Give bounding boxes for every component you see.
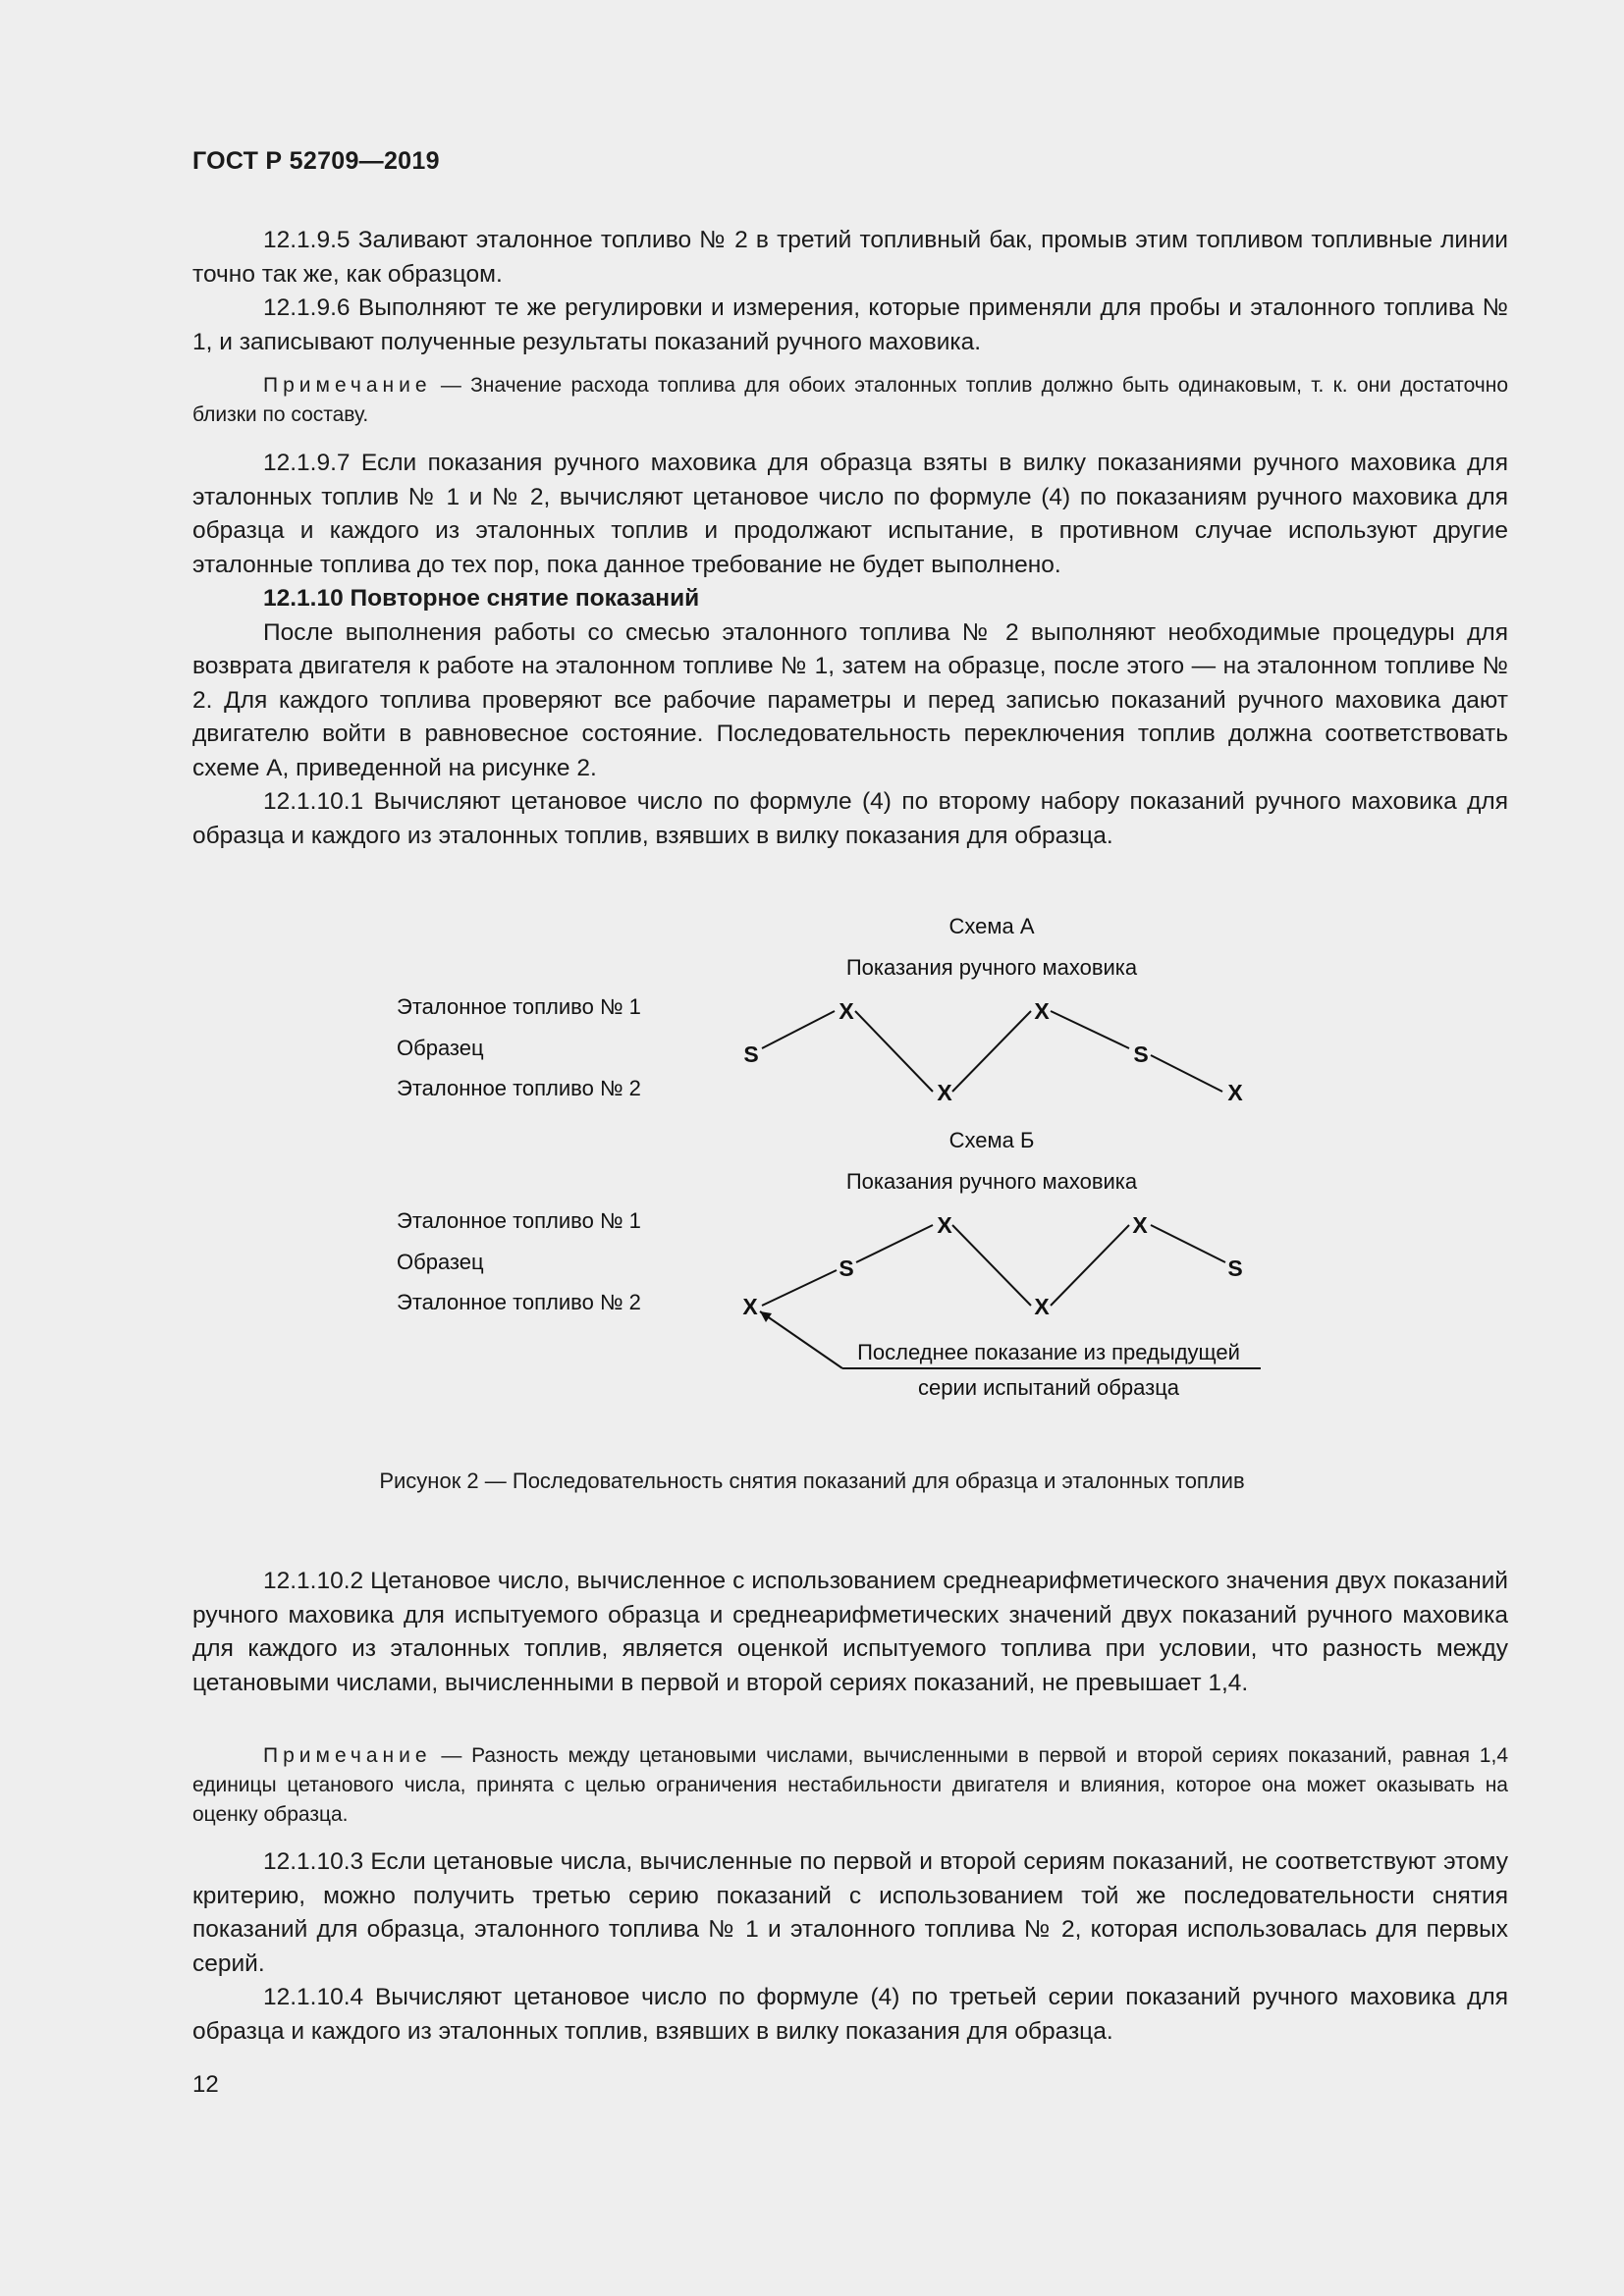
scheme-b-mark-s2: S xyxy=(1227,1255,1243,1281)
scheme-b-title: Схема Б xyxy=(948,1128,1035,1152)
scheme-a-mark-s2: S xyxy=(1133,1041,1149,1067)
scheme-a-mark-x2: X xyxy=(937,1080,952,1105)
scheme-a-row-ref1: Эталонное топливо № 1 xyxy=(397,994,641,1019)
scheme-a-mark-x4: X xyxy=(1227,1080,1243,1105)
scheme-b-lines xyxy=(762,1225,1225,1306)
section-12-1-10-3-4 xyxy=(192,1845,1508,2049)
paragraph-12-1-10-1: 12.1.10.1 Вычисляют цетановое число по формуле (4) по второму набору показаний ручного маховика для образца и каждого из эталонных топлив, взявших в вилку показания для образца. xyxy=(192,788,1508,849)
paragraph-12-1-9-7: 12.1.9.7 Если показания ручного маховика для образца взяты в вилку показаниями ручного маховика для эталонных топлив № 1 и № 2, вычисляют цетановое число по формуле (4) по показаниям ручного маховика для образца и каждого из эталонных топлив и продолжают испытание, в противном случае используют другие эталонные топлива до тех пор, пока данное требование не будет выполнено. xyxy=(192,450,1508,578)
scheme-a-title: Схема А xyxy=(948,914,1035,938)
scheme-b-mark-x2: X xyxy=(937,1212,952,1238)
scheme-a-row-ref2: Эталонное топливо № 2 xyxy=(397,1076,641,1100)
note-1-text: — Значение расхода топлива для обоих эталонных топлив должно быть одинаковым, т. к. они достаточно близки по составу. xyxy=(192,374,1508,426)
note-2-label: Примечание xyxy=(263,1744,432,1767)
scheme-b-mark-x1: X xyxy=(742,1294,758,1319)
scheme-b-row-ref1: Эталонное топливо № 1 xyxy=(397,1208,641,1233)
scheme-a-mark-x3: X xyxy=(1034,998,1050,1024)
section-12-1-9-7-and-12-1-10 xyxy=(192,447,1508,853)
document-id: ГОСТ Р 52709—2019 xyxy=(192,147,440,175)
note-1-label: Примечание xyxy=(263,374,432,397)
scheme-b-row-sample: Образец xyxy=(397,1250,484,1274)
annotation-line-1: Последнее показание из предыдущей xyxy=(857,1340,1240,1364)
page-number: 12 xyxy=(192,2071,219,2098)
scheme-b-mark-x3: X xyxy=(1034,1294,1050,1319)
figure-2-diagram xyxy=(0,903,1624,1414)
paragraph-12-1-9-5: 12.1.9.5 Заливают эталонное топливо № 2 в третий топливный бак, промыв этим топливом топливные линии точно так же, как образцом. xyxy=(192,227,1508,288)
scheme-a-lines xyxy=(762,1011,1222,1092)
section-12-1-10-2 xyxy=(192,1565,1508,1700)
note-1 xyxy=(192,371,1508,430)
scheme-a-mark-s1: S xyxy=(743,1041,759,1067)
scheme-a-subtitle: Показания ручного маховика xyxy=(845,955,1138,980)
paragraph-12-1-10: После выполнения работы со смесью эталонного топлива № 2 выполняют необходимые процедуры для возврата двигателя к работе на эталонном топливе № 1, затем на образце, после этого — на эталонном топливе № 2. Для каждого топлива проверяют все рабочие параметры и перед записью показаний ручного маховика дают двигателю войти в равновесное состояние. Последовательность переключения топлив должна соответствовать схеме А, приведенной на рисунке 2. xyxy=(192,618,1508,781)
figure-2-caption: Рисунок 2 — Последовательность снятия показаний для образца и эталонных топлив xyxy=(379,1468,1245,1493)
scheme-b-mark-x4: X xyxy=(1132,1212,1148,1238)
heading-12-1-10: 12.1.10 Повторное снятие показаний xyxy=(263,585,700,612)
scheme-b-row-ref2: Эталонное топливо № 2 xyxy=(397,1290,641,1314)
paragraph-12-1-10-4: 12.1.10.4 Вычисляют цетановое число по формуле (4) по третьей серии показаний ручного маховика для образца и каждого из эталонных топлив, взявших в вилку показания для образца. xyxy=(192,1984,1508,2045)
scheme-a-row-sample: Образец xyxy=(397,1036,484,1060)
note-2-text: — Разность между цетановыми числами, вычисленными в первой и второй сериях показаний, равная 1,4 единицы цетанового числа, принята с целью ограничения нестабильности двигателя и влияния, которое она может оказывать на оценку образца. xyxy=(192,1744,1508,1826)
annotation-line-2: серии испытаний образца xyxy=(917,1375,1180,1400)
paragraph-12-1-9-6: 12.1.9.6 Выполняют те же регулировки и измерения, которые применяли для пробы и эталонного топлива № 1, и записывают полученные результаты показаний ручного маховика. xyxy=(192,294,1508,355)
section-12-1-9-5-6 xyxy=(192,224,1508,359)
paragraph-12-1-10-3: 12.1.10.3 Если цетановые числа, вычисленные по первой и второй сериям показаний, не соответствуют этому критерию, можно получить третью серию показаний с использованием той же последовательности снятия показаний для образца, эталонного топлива № 1 и эталонного топлива № 2, которая использовалась для первых серий. xyxy=(192,1848,1508,1977)
note-2 xyxy=(192,1741,1508,1830)
scheme-b-subtitle: Показания ручного маховика xyxy=(845,1169,1138,1194)
figure-2 xyxy=(0,903,1624,1414)
scheme-a-mark-x1: X xyxy=(839,998,854,1024)
paragraph-12-1-10-2: 12.1.10.2 Цетановое число, вычисленное с использованием среднеарифметического значения двух показаний ручного маховика для испытуемого образца и среднеарифметических значений двух показаний ручного маховика для каждого из эталонных топлив, является оценкой испытуемого топлива при условии, что разность между цетановыми числами, вычисленными в первой и второй сериях показаний, не превышает 1,4. xyxy=(192,1568,1508,1696)
scheme-b-mark-s1: S xyxy=(839,1255,854,1281)
